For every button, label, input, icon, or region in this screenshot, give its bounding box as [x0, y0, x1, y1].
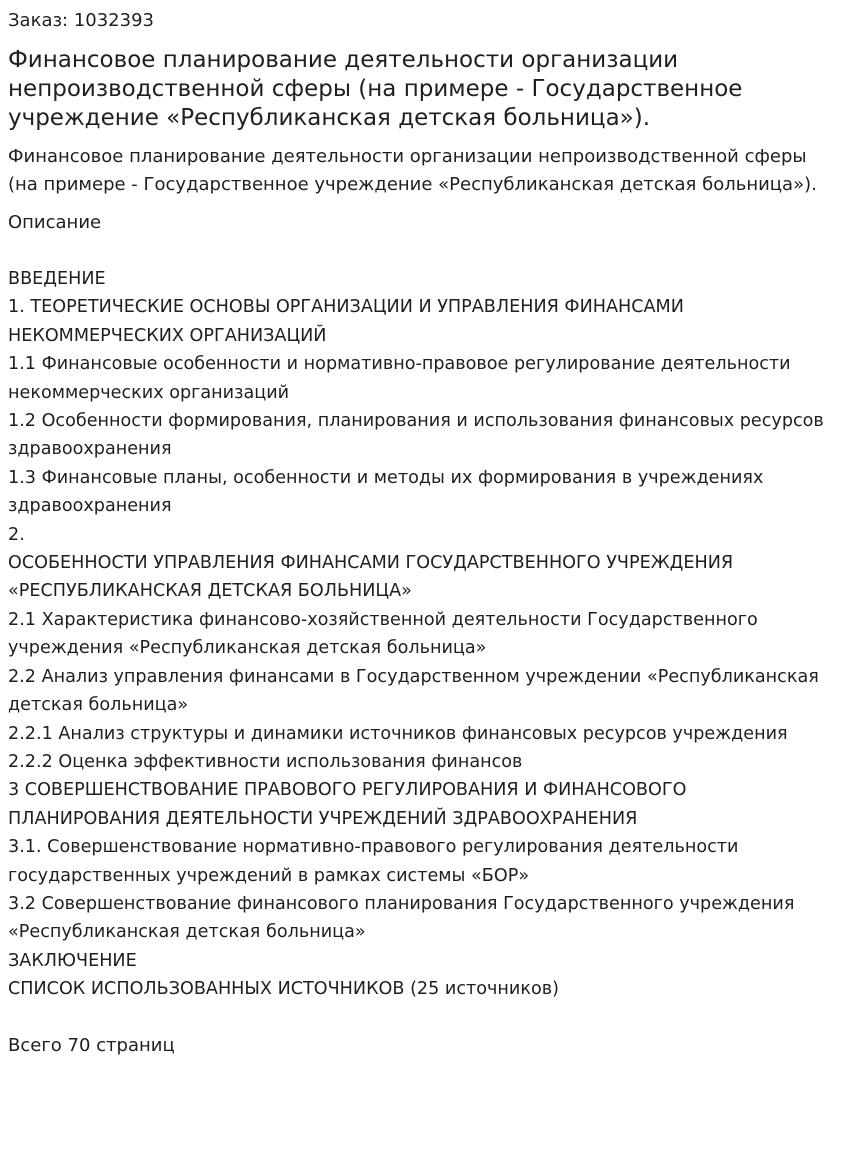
- toc-item: 3 СОВЕРШЕНСТВОВАНИЕ ПРАВОВОГО РЕГУЛИРОВАНИЯ И ФИНАНСОВОГО ПЛАНИРОВАНИЯ ДЕЯТЕЛЬНОСТИ УЧРЕЖДЕНИЙ ЗДРАВООХРАНЕНИЯ: [8, 780, 687, 829]
- toc-item: СПИСОК ИСПОЛЬЗОВАННЫХ ИСТОЧНИКОВ (25 источников): [8, 979, 559, 1000]
- toc-item: 1.2 Особенности формирования, планирования и использования финансовых ресурсов здравоохранения: [8, 411, 824, 460]
- toc-item: 1.3 Финансовые планы, особенности и методы их формирования в учреждениях здравоохранения: [8, 467, 764, 517]
- toc-item: 1. ТЕОРЕТИЧЕСКИЕ ОСНОВЫ ОРГАНИЗАЦИИ И УПРАВЛЕНИЯ ФИНАНСАМИ НЕКОММЕРЧЕСКИХ ОРГАНИЗАЦИЙ: [8, 297, 684, 346]
- toc-item: 2.2.2 Оценка эффективности использования финансов: [8, 751, 523, 772]
- document-subtitle: Финансовое планирование деятельности организации непроизводственной сферы (на примере - Государственное учреждение «Республиканская детская больница»).: [8, 146, 817, 195]
- toc-item: 2.2.1 Анализ структуры и динамики источников финансовых ресурсов учреждения: [8, 723, 788, 744]
- toc-item: 2.: [8, 524, 25, 545]
- toc-item: 3.1. Совершенствование нормативно-правового регулирования деятельности государственных учреждений в рамках системы «БОР»: [8, 837, 739, 886]
- table-of-contents: [8, 265, 835, 1004]
- toc-item: 2.2 Анализ управления финансами в Государственном учреждении «Республиканская детская больница»: [8, 666, 819, 716]
- document-title: Финансовое планирование деятельности организации непроизводственной сферы (на примере - Государственное учреждение «Республиканская детская больница»).: [8, 47, 743, 131]
- description-label: Описание: [8, 212, 102, 233]
- toc-item: 2.1 Характеристика финансово-хозяйственной деятельности Государственного учреждения «Республиканская детская больница»: [8, 609, 758, 659]
- toc-item: 3.2 Совершенствование финансового планирования Государственного учреждения «Республиканская детская больница»: [8, 893, 795, 943]
- total-pages: Всего 70 страниц: [8, 1034, 175, 1056]
- toc-item: ВВЕДЕНИЕ: [8, 269, 106, 289]
- toc-item: ОСОБЕННОСТИ УПРАВЛЕНИЯ ФИНАНСАМИ ГОСУДАРСТВЕННОГО УЧРЕЖДЕНИЯ «РЕСПУБЛИКАНСКАЯ ДЕТСКАЯ БОЛЬНИЦА»: [8, 553, 734, 602]
- order-number: Заказ: 1032393: [8, 10, 154, 31]
- toc-item: 1.1 Финансовые особенности и нормативно-правовое регулирование деятельности некоммерческих организаций: [8, 354, 791, 403]
- toc-item: ЗАКЛЮЧЕНИЕ: [8, 950, 137, 971]
